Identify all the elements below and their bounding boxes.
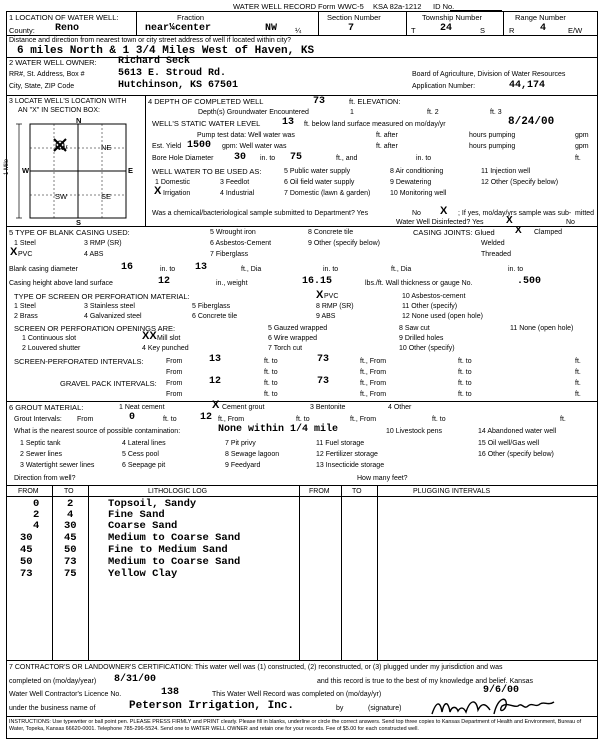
blank-ft-dia-1: ft., Dia — [241, 266, 262, 273]
mile-scale-label: 1 Mile — [4, 158, 10, 175]
groundwater-label: Depth(s) Groundwater Encountered — [198, 109, 309, 116]
gi-from: From — [77, 416, 94, 423]
use-5: 5 Public water supply — [284, 168, 351, 175]
plug-header-from: FROM — [309, 488, 330, 495]
gravel-intervals-label: GRAVEL PACK INTERVALS: — [60, 379, 157, 388]
ksa-number: KSA 82a-1212 — [373, 2, 422, 11]
licence-value: 138 — [161, 687, 180, 698]
yield-ft-after: ft. after — [376, 143, 398, 150]
distance-label: Distance and direction from nearest town or city street address of well if located within city? — [9, 37, 292, 44]
log-row-to: 2 — [67, 498, 74, 510]
section-locator-grid — [14, 118, 134, 226]
record-completed-value: 9/6/00 — [483, 685, 520, 696]
quad-ne: NE — [101, 143, 112, 152]
contam-13: 13 Insecticide storage — [316, 462, 385, 469]
bore-value-1: 30 — [234, 152, 247, 163]
casing-opt-9: 9 Other (specify below) — [308, 240, 380, 247]
log-row-to: 75 — [64, 568, 77, 580]
record-completed-label: This Water Well Record was completed on (mo/day/yr) — [212, 691, 382, 698]
log-row-from: 4 — [33, 520, 40, 532]
open-opt-5: 5 Gauzed wrapped — [268, 325, 328, 332]
casing-gauge-label: lbs./ft. Wall thickness or gauge No. — [365, 280, 473, 287]
use-12: 12 Other (Specify below) — [481, 179, 559, 186]
grout-3: 3 Bentonite — [310, 404, 346, 411]
compass-s: S — [76, 218, 82, 227]
gi-to-value: 12 — [200, 412, 213, 423]
city-value: Hutchinson, KS 67501 — [118, 80, 239, 91]
address-label: RR#, St. Address, Box # — [9, 71, 85, 78]
screen-opt-5: 5 Fiberglass — [192, 303, 231, 310]
use-9: 9 Dewatering — [390, 179, 432, 186]
screen-opt-9: 9 ABS — [316, 313, 336, 320]
casing-welded: Welded — [481, 240, 505, 247]
blank-in-to-3: in. to — [508, 266, 524, 273]
address-value: 5613 E. Stroud Rd. — [118, 68, 227, 79]
fraction-value: near¼center — [145, 23, 212, 34]
chem-no-mark: X — [440, 205, 448, 217]
certification-line-2: and this record is true to the best of my knowledge and belief. Kansas — [317, 678, 533, 685]
contam-1: 1 Septic tank — [20, 440, 61, 447]
bore-label: Bore Hole Diameter — [152, 155, 214, 162]
yield-value: 1500 — [187, 140, 212, 151]
casing-weight-label: in., weight — [216, 280, 248, 287]
log-row-to: 4 — [67, 509, 74, 521]
gp-ft-end: ft. — [575, 380, 581, 387]
contam-12: 12 Fertilizer storage — [316, 451, 378, 458]
yield-gpm: gpm — [575, 143, 589, 150]
section3-label: 3 LOCATE WELL'S LOCATION WITH — [9, 98, 127, 105]
fraction-label: Fraction — [177, 13, 205, 22]
casing-joints-label: CASING JOINTS: Glued — [413, 228, 495, 237]
county-value: Reno — [55, 23, 80, 34]
use-6: 6 Oil field water supply — [284, 179, 355, 186]
section6-label: 6 GROUT MATERIAL: — [9, 403, 84, 412]
gw-2: ft. 2 — [427, 109, 439, 116]
contamination-label: What is the nearest source of possible contamination: — [14, 428, 181, 435]
completed-label: completed on (mo/day/year) — [9, 678, 97, 685]
range-ew: E/W — [568, 26, 583, 35]
open-opt-8: 8 Saw cut — [399, 325, 430, 332]
log-row-desc: Medium to Coarse Sand — [108, 556, 241, 568]
casing-opt-4: 4 ABS — [84, 251, 104, 258]
static-level-date: 8/24/00 — [508, 116, 555, 128]
screen-pvc: PVC — [324, 293, 339, 300]
id-label: ID No. — [433, 2, 455, 11]
compass-e: E — [128, 166, 134, 175]
pump-hours: hours pumping — [469, 132, 516, 139]
contam-15: 15 Oil well/Gas well — [478, 440, 540, 447]
disinfected-label: Water Well Disinfected? Yes — [396, 219, 484, 226]
instructions-text: INSTRUCTIONS: Use typewriter or ball point pen. PLEASE PRESS FIRMLY and PRINT clearly. Please fill in blanks, underline or circle the correct answers. Send top three copies to Kansas Department of Health and Environment, Bureau of Water, Topeka, Kansas 66620-0001. Telephone 785-296-5524. Send one to WATER WELL OWNER and retain one for your records. Fee of $5.00 for each constructed well. — [9, 719, 582, 732]
section1-label: 1 LOCATION OF WATER WELL: — [9, 13, 119, 22]
quad-nw: NW — [55, 143, 68, 152]
casing-pvc: PVC — [18, 251, 33, 258]
log-row-desc: Fine to Medium Sand — [108, 544, 228, 556]
how-many-feet-label: How many feet? — [357, 475, 408, 482]
quarter-value: NW — [265, 23, 278, 34]
contam-11: 11 Fuel storage — [316, 440, 365, 447]
use-3: 3 Feedlot — [220, 179, 250, 186]
static-level-value: 13 — [282, 117, 295, 128]
depth-value: 73 — [313, 96, 326, 107]
log-row-from: 2 — [33, 509, 40, 521]
section2-label: 2 WATER WELL OWNER: — [9, 58, 97, 67]
contam-5: 5 Cess pool — [122, 451, 159, 458]
use-1: 1 Domestic — [155, 179, 191, 186]
gi-ft-to-2: ft. to — [296, 416, 310, 423]
grout-2-mark: X — [212, 399, 220, 411]
spi-from-label-2: From — [166, 369, 183, 376]
log-row-desc: Coarse Sand — [108, 520, 178, 532]
gp-to-value: 73 — [317, 376, 330, 387]
use-8: 8 Air conditioning — [390, 168, 444, 175]
open-opt-7: 7 Torch cut — [268, 345, 303, 352]
city-label: City, State, ZIP Code — [9, 83, 75, 90]
open-opt-6: 6 Wire wrapped — [268, 335, 318, 342]
chem-tail: ; If yes, mo/day/yrs sample was sub- — [458, 210, 572, 217]
casing-opt-7: 7 Fiberglass — [210, 251, 249, 258]
quarter-suffix: ¼ — [295, 26, 302, 35]
well-use-label: WELL WATER TO BE USED AS: — [152, 167, 262, 176]
open-opt-9: 9 Drilled holes — [399, 335, 444, 342]
use-2-mark: X — [154, 185, 162, 197]
contam-2: 2 Sewer lines — [20, 451, 63, 458]
chem-mitted: mitted — [575, 210, 595, 217]
bore-in-to-2: in. to — [416, 155, 432, 162]
log-row-desc: Yellow Clay — [108, 568, 178, 580]
section-number-label: Section Number — [327, 13, 381, 22]
gp-ft-from-2: ft., From — [360, 391, 387, 398]
spi-from-label: From — [166, 358, 183, 365]
bore-ft-and: ft., and — [336, 155, 358, 162]
log-row-from: 73 — [20, 568, 33, 580]
blank-casing-dia: 16 — [121, 262, 134, 273]
pump-ft-after: ft. after — [376, 132, 398, 139]
gp-ft-to-2: ft. to — [458, 380, 472, 387]
screen-opt-12: 12 None used (open hole) — [402, 313, 483, 320]
casing-opt-1: 1 Steel — [14, 240, 36, 247]
blank-casing-to: 13 — [195, 262, 208, 273]
completed-value: 8/31/00 — [114, 674, 157, 685]
county-label: County: — [9, 26, 35, 35]
contam-7: 7 Pit privy — [225, 440, 256, 447]
log-row-from: 30 — [20, 532, 33, 544]
board-label: Board of Agriculture, Division of Water Resources — [412, 71, 566, 78]
log-row-to: 73 — [64, 556, 77, 568]
contam-6: 6 Seepage pit — [122, 462, 166, 469]
casing-clamped: Clamped — [534, 229, 563, 236]
yield-label: Est. Yield — [152, 143, 182, 150]
gi-ft-to: ft. to — [163, 416, 177, 423]
log-row-desc: Fine Sand — [108, 509, 165, 521]
contam-9: 9 Feedyard — [225, 462, 261, 469]
chem-no: No — [412, 210, 421, 217]
casing-pvc-mark: X — [10, 246, 18, 258]
spi-from-value: 13 — [209, 354, 222, 365]
compass-w: W — [22, 166, 30, 175]
casing-joints-mark: X — [515, 225, 522, 236]
by-label: by — [336, 705, 344, 712]
blank-ft-dia-2: ft., Dia — [391, 266, 412, 273]
gp-ft-to-3: ft. to — [264, 391, 278, 398]
log-header-litho: LITHOLOGIC LOG — [148, 488, 208, 495]
quad-se: SE — [101, 192, 112, 201]
quad-sw: SW — [55, 192, 68, 201]
gp-ft-end-2: ft. — [575, 391, 581, 398]
open-opt-11: 11 None (open hole) — [510, 325, 574, 332]
spi-ft-to-3: ft. to — [264, 369, 278, 376]
section5-label: 5 TYPE OF BLANK CASING USED: — [9, 228, 130, 237]
casing-height-value: 12 — [158, 276, 171, 287]
spi-ft-from-2: ft., From — [360, 369, 387, 376]
casing-weight-value: 16.15 — [302, 276, 333, 287]
blank-casing-label: Blank casing diameter — [9, 266, 78, 273]
use-4: 4 Industrial — [220, 190, 255, 197]
use-11: 11 Injection well — [481, 168, 531, 175]
static-level-text: ft. below land surface measured on mo/day/yr — [304, 121, 446, 128]
distance-value: 6 miles North & 1 3/4 Miles West of Haven, KS — [17, 45, 315, 57]
contam-16: 16 Other (specify below) — [478, 451, 554, 458]
log-header-to: TO — [64, 488, 74, 495]
gi-from-value: 0 — [129, 412, 136, 423]
plug-header-to: TO — [352, 488, 362, 495]
bore-value-2: 75 — [290, 152, 303, 163]
contam-4: 4 Lateral lines — [122, 440, 166, 447]
open-mill-slot: Mill slot — [157, 335, 181, 342]
gp-from-value: 12 — [209, 376, 222, 387]
blank-in-to-2: in. to — [323, 266, 339, 273]
spi-ft-to: ft. to — [264, 358, 278, 365]
casing-opt-6: 6 Asbestos-Cement — [210, 240, 272, 247]
contam-8: 8 Sewage lagoon — [225, 451, 280, 458]
screen-opt-10: 10 Asbestos-cement — [402, 293, 466, 300]
gi-ft-to-3: ft. to — [432, 416, 446, 423]
casing-opt-3: 3 RMP (SR) — [84, 240, 122, 247]
log-row-desc: Medium to Coarse Sand — [108, 532, 241, 544]
business-name-label: under the business name of — [9, 705, 96, 712]
disinfected-no: No — [566, 219, 575, 226]
gp-ft-to-4: ft. to — [458, 391, 472, 398]
use-10: 10 Monitoring well — [390, 190, 447, 197]
township-s: S — [480, 26, 486, 35]
gw-1: 1 — [350, 109, 354, 116]
range-label: Range Number — [515, 13, 566, 22]
spi-to-value: 73 — [317, 354, 330, 365]
contam-14: 14 Abandoned water well — [478, 428, 557, 435]
screen-opt-8: 8 RMP (SR) — [316, 303, 354, 310]
section4-label: 4 DEPTH OF COMPLETED WELL — [148, 97, 264, 106]
log-row-desc: Topsoil, Sandy — [108, 498, 197, 510]
screen-opt-3: 3 Stainless steel — [84, 303, 135, 310]
spi-ft-to-4: ft. to — [458, 369, 472, 376]
range-value: 4 — [540, 23, 547, 34]
gw-3: ft. 3 — [490, 109, 502, 116]
gp-from-label: From — [166, 380, 183, 387]
form-title: WATER WELL RECORD — [233, 2, 317, 11]
use-2: Irrigation — [163, 190, 191, 197]
contam-3: 3 Watertight sewer lines — [20, 462, 95, 469]
licence-label: Water Well Contractor's Licence No. — [9, 691, 122, 698]
yield-gpm-text: gpm: Well water was — [222, 143, 287, 150]
screen-material-label: TYPE OF SCREEN OR PERFORATION MATERIAL: — [14, 292, 190, 301]
application-value: 44,174 — [509, 80, 546, 91]
section-number-value: 7 — [348, 23, 355, 34]
township-label: Township Number — [422, 13, 483, 22]
mill-slot-mark: XX — [142, 330, 157, 342]
gp-ft-to: ft. to — [264, 380, 278, 387]
signature-label: (signature) — [368, 705, 402, 712]
casing-gauge-value: .500 — [517, 276, 542, 287]
log-row-from: 45 — [20, 544, 33, 556]
casing-threaded: Threaded — [481, 251, 511, 258]
compass-n: N — [76, 116, 82, 125]
screen-opt-11: 11 Other (specify) — [402, 303, 458, 310]
plug-header-intervals: PLUGGING INTERVALS — [413, 488, 491, 495]
application-label: Application Number: — [412, 83, 476, 90]
gi-ft-from: ft., From — [218, 416, 245, 423]
screen-opt-4: 4 Galvanized steel — [84, 313, 142, 320]
pump-test-label: Pump test data: Well water was — [197, 132, 295, 139]
openings-label: SCREEN OR PERFORATION OPENINGS ARE: — [14, 324, 176, 333]
contamination-value: None within 1/4 mile — [218, 424, 339, 435]
screen-pvc-mark: X — [316, 289, 324, 301]
gp-from-label-2: From — [166, 391, 183, 398]
screen-opt-2: 2 Brass — [14, 313, 38, 320]
open-opt-4: 4 Key punched — [142, 345, 189, 352]
elevation-label: ft. ELEVATION: — [349, 97, 401, 106]
log-row-to: 45 — [64, 532, 77, 544]
blank-in-to: in. to — [160, 266, 176, 273]
screen-opt-6: 6 Concrete tile — [192, 313, 238, 320]
grout-1: 1 Neat cement — [119, 404, 165, 411]
business-name-value: Peterson Irrigation, Inc. — [129, 700, 295, 712]
screen-intervals-label: SCREEN-PERFORATED INTERVALS: — [14, 357, 144, 366]
gi-ft-end: ft. — [560, 416, 566, 423]
casing-opt-5: 5 Wrought iron — [210, 229, 256, 236]
casing-opt-8: 8 Concrete tile — [308, 229, 354, 236]
log-row-from: 50 — [20, 556, 33, 568]
section3-label-2: AN "X" IN SECTION BOX: — [18, 107, 100, 114]
log-row-from: 0 — [33, 498, 40, 510]
bore-in-to: in. to — [260, 155, 276, 162]
bore-ft: ft. — [575, 155, 581, 162]
open-opt-2: 2 Louvered shutter — [22, 345, 81, 352]
spi-ft-to-2: ft. to — [458, 358, 472, 365]
log-row-to: 50 — [64, 544, 77, 556]
direction-label: Direction from well? — [14, 475, 76, 482]
spi-ft-end-2: ft. — [575, 369, 581, 376]
owner-value: Richard Seck — [118, 56, 191, 67]
open-opt-1: 1 Continuous slot — [22, 335, 77, 342]
spi-ft-end: ft. — [575, 358, 581, 365]
township-value: 24 — [440, 23, 453, 34]
grout-intervals-label: Grout Intervals: — [14, 416, 62, 423]
gp-ft-from: ft., From — [360, 380, 387, 387]
yield-hours: hours pumping — [469, 143, 516, 150]
pump-gpm: gpm — [575, 132, 589, 139]
contam-10: 10 Livestock pens — [386, 428, 443, 435]
log-row-to: 30 — [64, 520, 77, 532]
range-r: R — [509, 26, 515, 35]
spi-ft-from: ft., From — [360, 358, 387, 365]
chem-question: Was a chemical/bacteriological sample submitted to Department? Yes — [152, 210, 369, 217]
disinfected-mark: X — [506, 215, 513, 226]
open-opt-10: 10 Other (specify) — [399, 345, 455, 352]
form-number: Form WWC-5 — [318, 2, 364, 11]
certification-line-1: 7 CONTRACTOR'S OR LANDOWNER'S CERTIFICATION: This water well was (1) constructed, (2) reconstructed, or (3) plugged under my jurisdiction and was — [9, 664, 503, 671]
gi-ft-from-2: ft., From — [350, 416, 377, 423]
static-level-label: WELL'S STATIC WATER LEVEL — [152, 119, 261, 128]
screen-opt-1: 1 Steel — [14, 303, 36, 310]
township-t: T — [411, 26, 416, 35]
grout-2: Cement grout — [222, 404, 265, 411]
grout-4: 4 Other — [388, 404, 412, 411]
use-7: 7 Domestic (lawn & garden) — [284, 190, 371, 197]
casing-height-label: Casing height above land surface — [9, 280, 113, 287]
log-header-from: FROM — [18, 488, 39, 495]
